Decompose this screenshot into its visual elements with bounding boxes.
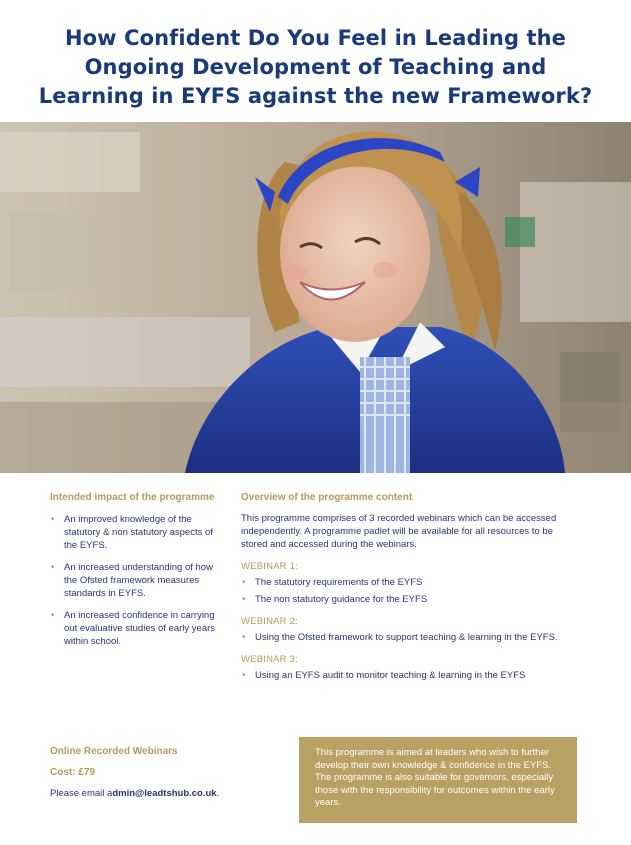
- list-item: • An increased understanding of how the Ofsted framework measures standards in EYFS.: [50, 561, 220, 600]
- list-item: • An improved knowledge of the statutory & non statutory aspects of the EYFS.: [50, 513, 220, 552]
- webinar-2-list: [241, 631, 571, 644]
- list-item: • An increased confidence in carrying out evaluative studies of early years within school.: [50, 609, 220, 648]
- cost-label: Cost: £79: [50, 767, 96, 778]
- girl-photo-illustration: [0, 122, 631, 473]
- audience-info-box: [299, 737, 577, 823]
- list-item: • The non statutory guidance for the EYFS: [241, 593, 571, 606]
- intended-impact-section: [50, 492, 220, 657]
- list-item: • The statutory requirements of the EYFS: [241, 576, 571, 589]
- overview-text: This programme comprises of 3 recorded webinars which can be accessed independently. A programme padlet will be available for all resources to be stored and accessed during the webinars.: [241, 513, 557, 550]
- webinar-1-list: [241, 576, 571, 606]
- email-suffix: .: [216, 788, 220, 799]
- email-prefix: Please email a: [50, 788, 113, 799]
- online-webinars-heading: Online Recorded Webinars: [50, 746, 178, 757]
- title-line-2: Ongoing Development of Teaching and: [84, 55, 547, 79]
- webinar-2-label: WEBINAR 2:: [241, 616, 298, 627]
- intended-impact-heading: Intended impact of the programme: [50, 492, 215, 503]
- webinar-3-label: WEBINAR 3:: [241, 654, 298, 665]
- webinar-info: [50, 746, 280, 800]
- title-line-1: How Confident Do You Feel in Leading the: [64, 26, 567, 50]
- title-line-3: Learning in EYFS against the new Framework?: [38, 84, 593, 108]
- webinar-2: [241, 615, 571, 644]
- impact-list: [50, 513, 220, 648]
- email-link[interactable]: dmin@leadtshub.co.uk: [112, 788, 217, 799]
- list-item: • Using an EYFS audit to monitor teaching & learning in the EYFS: [241, 669, 571, 682]
- overview-section: [241, 492, 571, 686]
- list-item: • Using the Ofsted framework to support teaching & learning in the EYFS.: [241, 631, 571, 644]
- overview-heading: Overview of the programme content: [241, 492, 413, 503]
- email-line: [50, 787, 280, 800]
- hero-photo: [0, 122, 631, 473]
- webinar-1: [241, 560, 571, 606]
- webinar-3-list: [241, 669, 571, 682]
- webinar-3: [241, 653, 571, 682]
- audience-info-text: This programme is aimed at leaders who wish to further develop their own knowledge & confidence in the EYFS. The programme is also suitable for governors, especially those with the responsibility for outcomes within the early years.: [315, 747, 555, 808]
- webinar-1-label: WEBINAR 1:: [241, 561, 298, 572]
- page-title: [0, 24, 631, 111]
